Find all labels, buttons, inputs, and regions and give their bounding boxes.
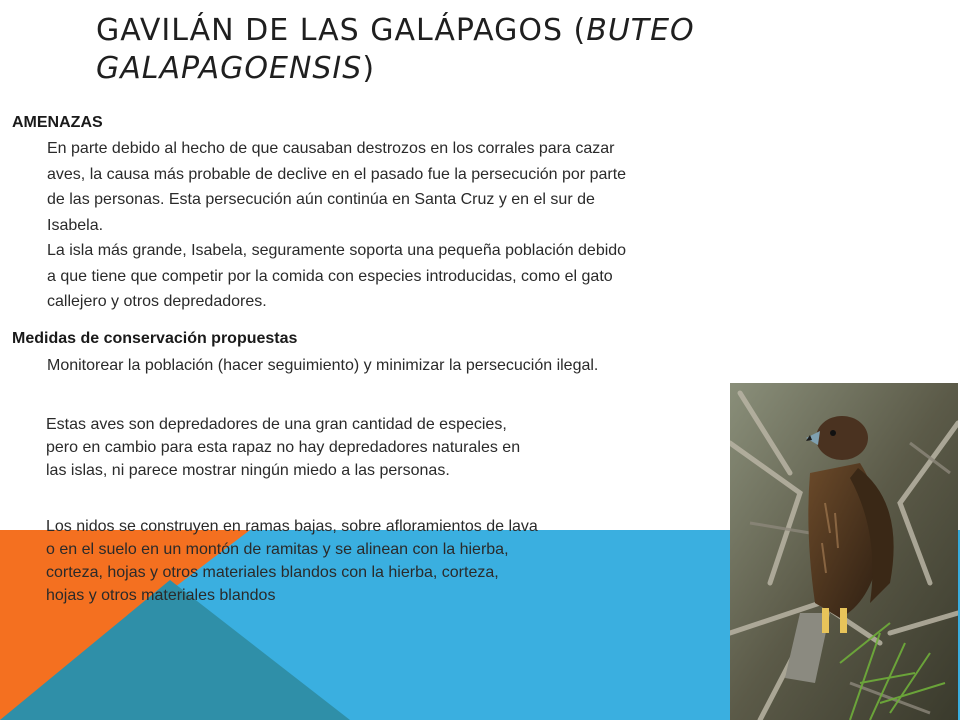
predators-line: pero en cambio para esta rapaz no hay depredadores naturales en — [46, 439, 521, 456]
slide-title — [96, 12, 816, 88]
title-prefix: GAVILÁN DE LAS GALÁPAGOS ( — [96, 13, 587, 48]
hawk-photo — [730, 383, 958, 720]
threats-heading: AMENAZAS — [12, 114, 103, 131]
threats-line: a que tiene que competir por la comida con especies introducidas, como el gato — [47, 267, 613, 285]
nests-line: corteza, hojas y otros materiales blandos con la hierba, corteza, — [46, 564, 499, 581]
predators-line: las islas, ni parece mostrar ningún miedo a las personas. — [46, 462, 450, 479]
nests-line: Los nidos se construyen en ramas bajas, sobre afloramientos de lava — [46, 518, 538, 535]
threats-line: callejero y otros depredadores. — [47, 293, 267, 310]
threats-line: aves, la causa más probable de declive en el pasado fue la persecución por parte — [47, 165, 627, 183]
title-suffix: ) — [362, 51, 376, 86]
threats-line: Isabela. — [47, 216, 104, 234]
conservation-heading: Medidas de conservación propuestas — [12, 330, 298, 347]
nests-line: hojas y otros materiales blandos — [46, 587, 276, 604]
threats-line: En parte debido al hecho de que causaban destrozos en los corrales para cazar — [47, 140, 615, 157]
nests-line: o en el suelo en un montón de ramitas y se alinean con la hierba, — [46, 541, 509, 558]
conservation-text: Monitorear la población (hacer seguimiento) y minimizar la persecución ilegal. — [47, 357, 599, 374]
title-scientific-name: BUTEO GALAPAGOENSIS — [96, 13, 695, 86]
threats-text — [47, 136, 807, 315]
nests-text — [46, 515, 726, 607]
threats-line: de las personas. Esta persecución aún continúa en Santa Cruz y en el sur de — [47, 191, 595, 208]
threats-line: La isla más grande, Isabela, seguramente soporta una pequeña población debido — [47, 242, 627, 259]
predators-line: Estas aves son depredadores de una gran cantidad de especies, — [46, 416, 507, 433]
predators-text — [46, 413, 726, 482]
